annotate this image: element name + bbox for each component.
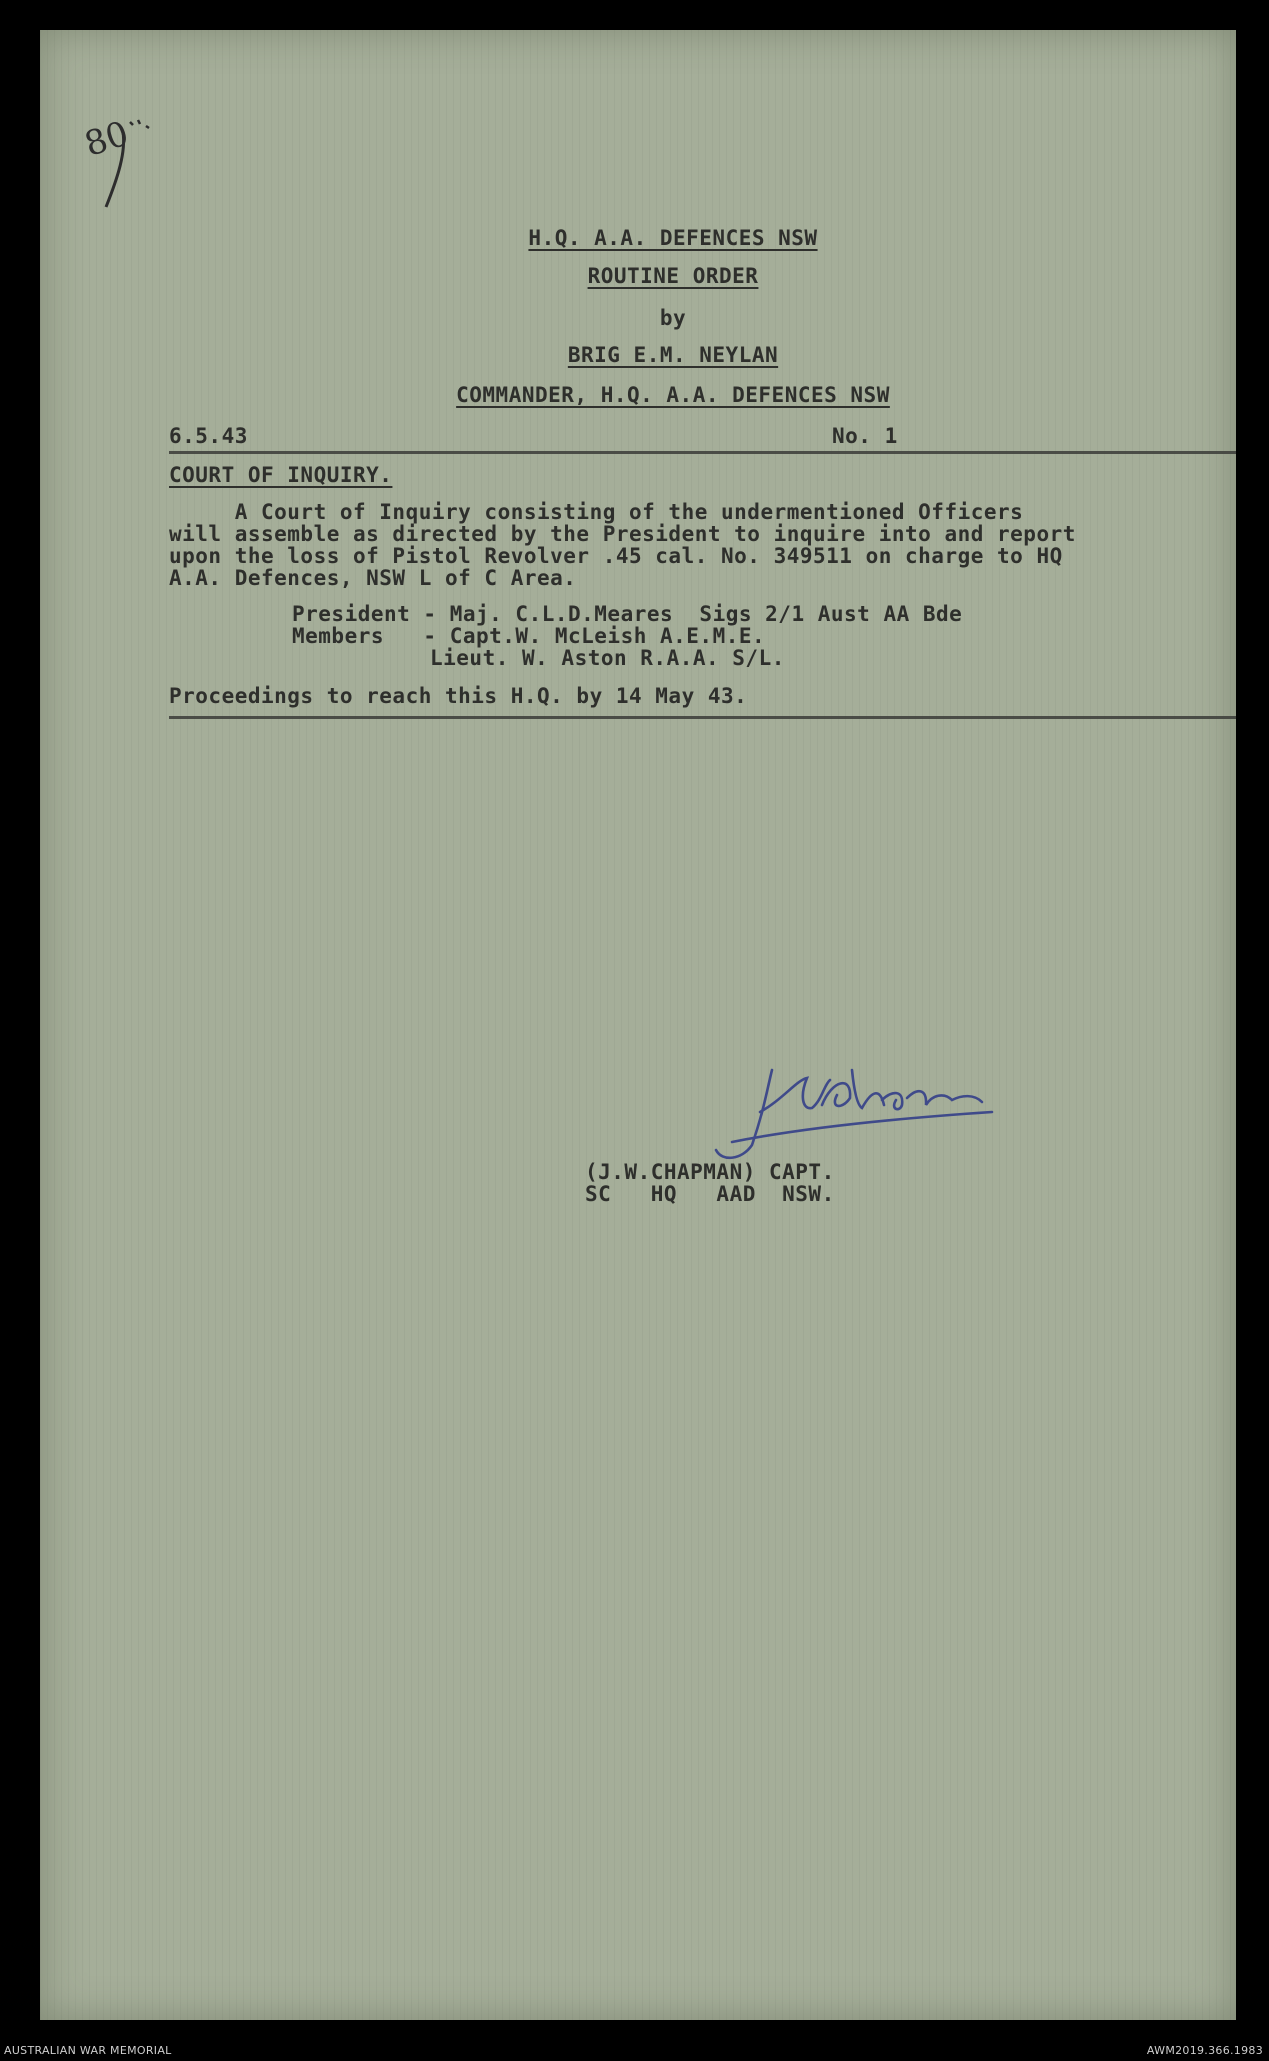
member-name: Lieut. W. Aston R.A.A. S/L.	[430, 646, 785, 670]
proceedings-deadline: Proceedings to reach this H.Q. by 14 May 43.	[169, 684, 748, 708]
members-label: Members -	[292, 624, 450, 648]
handwritten-folio-note	[68, 92, 178, 212]
document-page	[40, 30, 1236, 2020]
bottom-rule	[169, 716, 1236, 719]
body-line: upon the loss of Pistol Revolver .45 cal. No. 349511 on charge to HQ	[169, 544, 1063, 568]
body-line: A Court of Inquiry consisting of the undermentioned Officers	[169, 500, 1024, 524]
president-label: President -	[292, 602, 450, 626]
members-row	[292, 626, 765, 647]
order-number: No. 1	[832, 424, 898, 448]
president-row	[292, 604, 962, 625]
body-line: A.A. Defences, NSW L of C Area.	[169, 566, 577, 590]
header-by: by	[659, 306, 687, 330]
signatory-unit: SC HQ AAD NSW.	[585, 1182, 835, 1206]
top-rule	[169, 451, 1236, 454]
order-date: 6.5.43	[169, 424, 248, 448]
member-name: Capt.W. McLeish A.E.M.E.	[449, 624, 766, 648]
footer-accession-number: AWM2019.366.1983	[1146, 2044, 1263, 2057]
president-name: Maj. C.L.D.Meares Sigs 2/1 Aust AA Bde	[449, 602, 963, 626]
signatory-name: (J.W.CHAPMAN) CAPT.	[585, 1160, 835, 1184]
body-line: will assemble as directed by the President to inquire into and report	[169, 522, 1076, 546]
footer-archive-name: AUSTRALIAN WAR MEMORIAL	[4, 2044, 172, 2057]
header-title: ROUTINE ORDER	[587, 264, 759, 288]
header-commander: COMMANDER, H.Q. A.A. DEFENCES NSW	[456, 383, 890, 407]
handwritten-folio-number: 80	[79, 113, 134, 165]
section-title: COURT OF INQUIRY.	[169, 463, 393, 487]
header-unit: H.Q. A.A. DEFENCES NSW	[528, 226, 818, 250]
header-issuer: BRIG E.M. NEYLAN	[567, 343, 779, 367]
